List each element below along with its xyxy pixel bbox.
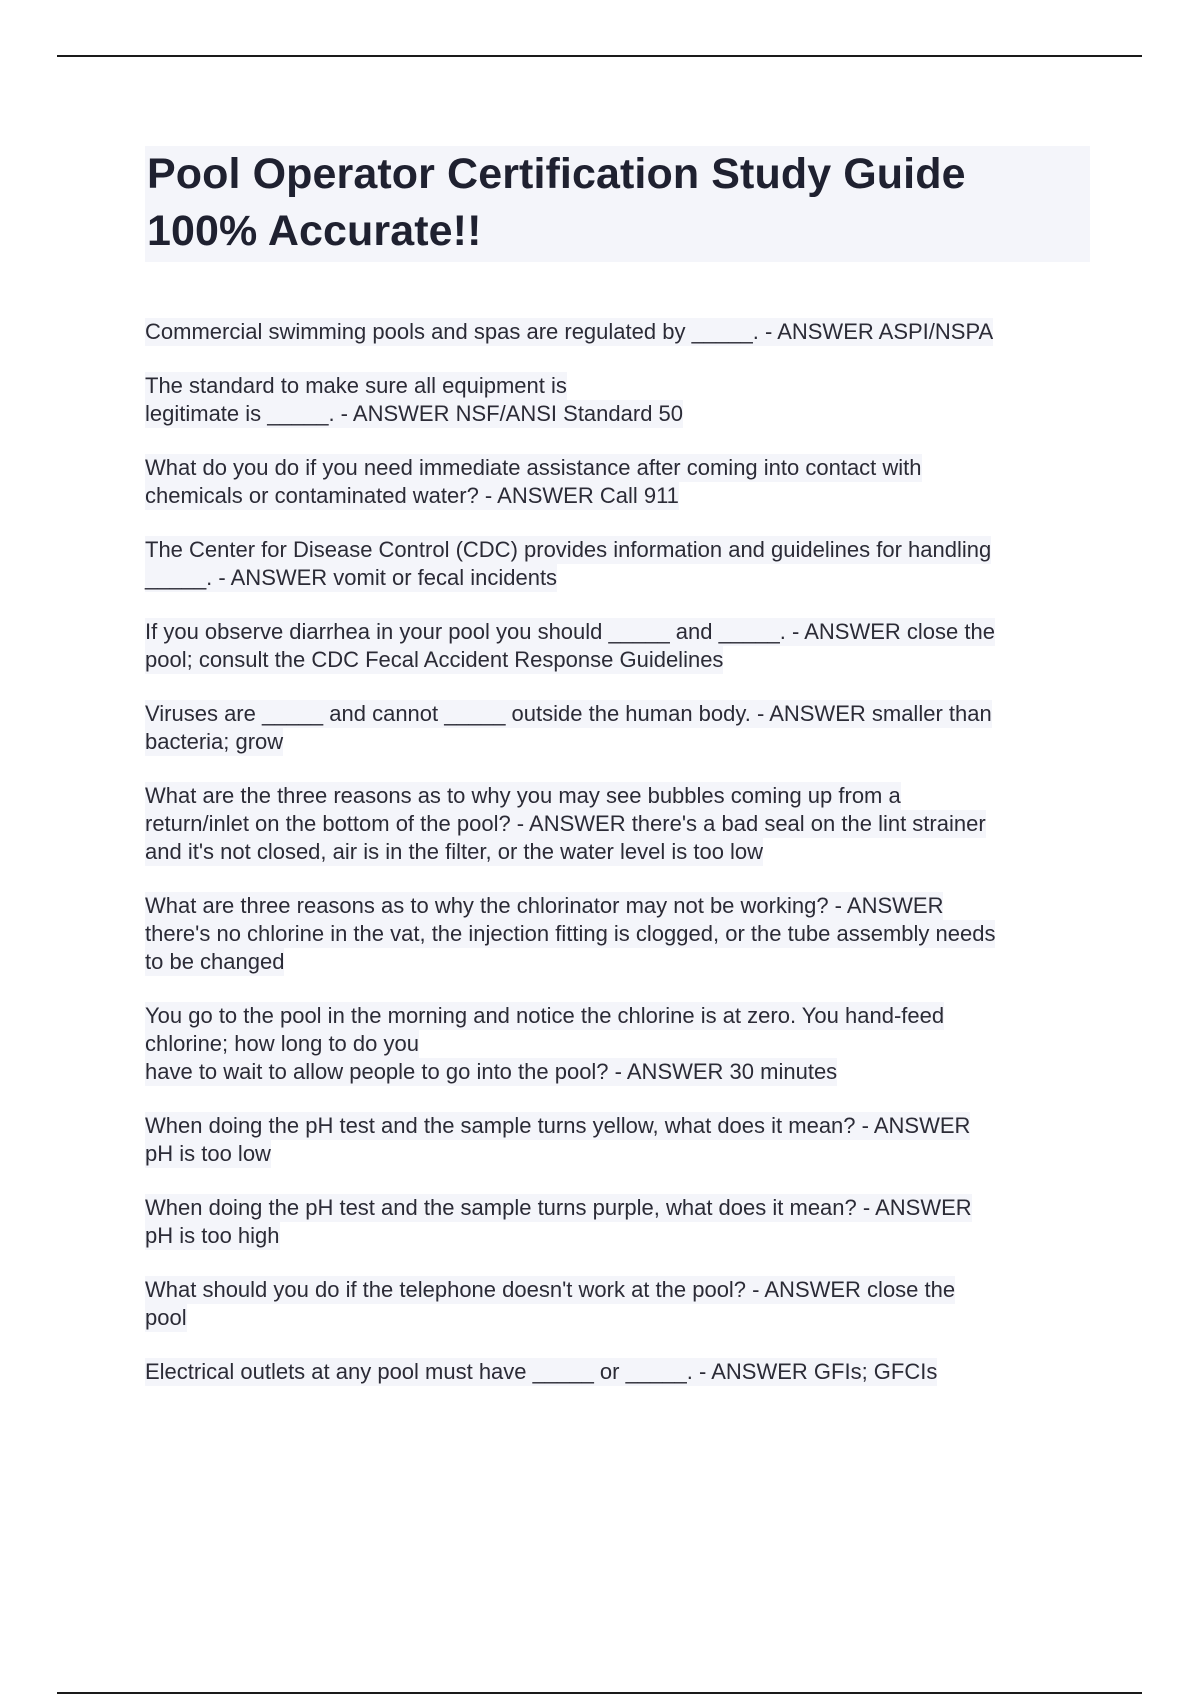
qa-line: to be changed bbox=[145, 949, 285, 974]
qa-item bbox=[145, 700, 1090, 756]
qa-line: The Center for Disease Control (CDC) provides information and guidelines for handling bbox=[145, 537, 992, 562]
qa-line: Viruses are _____ and cannot _____ outside the human body. - ANSWER smaller than bbox=[145, 701, 992, 726]
qa-item bbox=[145, 782, 1090, 866]
qa-line: When doing the pH test and the sample turns yellow, what does it mean? - ANSWER bbox=[145, 1113, 971, 1138]
qa-line: What do you do if you need immediate assistance after coming into contact with bbox=[145, 455, 922, 480]
qa-line: _____. - ANSWER vomit or fecal incidents bbox=[145, 565, 558, 590]
qa-line: chlorine; how long to do you bbox=[145, 1031, 419, 1056]
qa-line: have to wait to allow people to go into the pool? - ANSWER 30 minutes bbox=[145, 1059, 838, 1084]
qa-line: pool bbox=[145, 1305, 187, 1330]
qa-line: pH is too high bbox=[145, 1223, 280, 1248]
qa-line: legitimate is _____. - ANSWER NSF/ANSI Standard 50 bbox=[145, 401, 684, 426]
qa-item bbox=[145, 1276, 1090, 1332]
qa-item bbox=[145, 1358, 1090, 1386]
bottom-divider bbox=[57, 1692, 1142, 1694]
qa-line: and it's not closed, air is in the filter, or the water level is too low bbox=[145, 839, 764, 864]
qa-line: If you observe diarrhea in your pool you should _____ and _____. - ANSWER close the bbox=[145, 619, 995, 644]
qa-list bbox=[145, 318, 1090, 1386]
qa-line: You go to the pool in the morning and notice the chlorine is at zero. You hand-feed bbox=[145, 1003, 945, 1028]
qa-line: When doing the pH test and the sample turns purple, what does it mean? - ANSWER bbox=[145, 1195, 972, 1220]
qa-line: there's no chlorine in the vat, the injection fitting is clogged, or the tube assembly needs bbox=[145, 921, 996, 946]
page-title bbox=[145, 146, 1090, 262]
top-divider bbox=[57, 55, 1142, 57]
qa-line: pH is too low bbox=[145, 1141, 271, 1166]
qa-item bbox=[145, 372, 1090, 428]
qa-line: What should you do if the telephone doesn't work at the pool? - ANSWER close the bbox=[145, 1277, 956, 1302]
qa-item bbox=[145, 618, 1090, 674]
qa-item bbox=[145, 318, 1090, 346]
title-line-1: Pool Operator Certification Study Guide bbox=[147, 150, 966, 198]
qa-item bbox=[145, 454, 1090, 510]
qa-item bbox=[145, 1002, 1090, 1086]
qa-item bbox=[145, 1112, 1090, 1168]
qa-line: Commercial swimming pools and spas are regulated by _____. - ANSWER ASPI/NSPA bbox=[145, 319, 994, 344]
qa-line: return/inlet on the bottom of the pool? - ANSWER there's a bad seal on the lint strainer bbox=[145, 811, 986, 836]
title-line-2: 100% Accurate!! bbox=[147, 207, 482, 255]
qa-line: Electrical outlets at any pool must have _____ or _____. - ANSWER GFIs; GFCIs bbox=[145, 1359, 938, 1384]
qa-line: What are the three reasons as to why you may see bubbles coming up from a bbox=[145, 783, 901, 808]
qa-item bbox=[145, 892, 1090, 976]
qa-line: The standard to make sure all equipment is bbox=[145, 373, 567, 398]
qa-line: chemicals or contaminated water? - ANSWER Call 911 bbox=[145, 483, 679, 508]
document-body bbox=[145, 146, 1090, 1412]
qa-line: bacteria; grow bbox=[145, 729, 284, 754]
qa-item bbox=[145, 1194, 1090, 1250]
qa-item bbox=[145, 536, 1090, 592]
qa-line: What are three reasons as to why the chlorinator may not be working? - ANSWER bbox=[145, 893, 944, 918]
qa-line: pool; consult the CDC Fecal Accident Response Guidelines bbox=[145, 647, 724, 672]
